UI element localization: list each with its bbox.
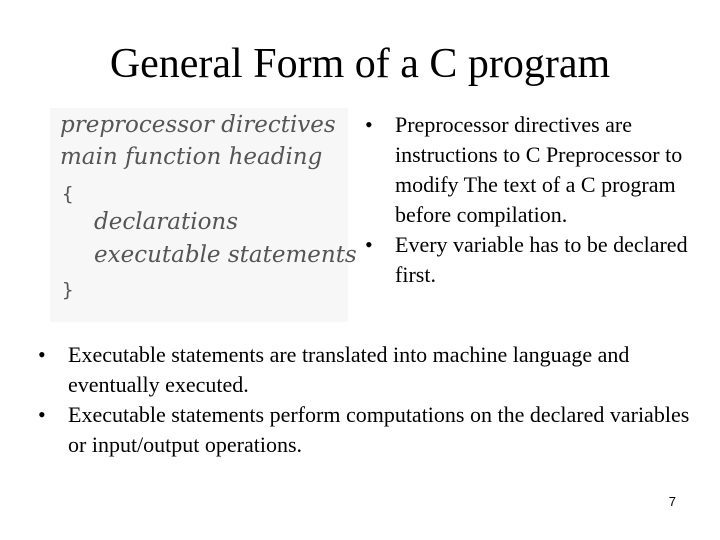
bullet-item (365, 110, 695, 230)
page-number: 7 (668, 494, 676, 509)
code-line-main-heading: main function heading (60, 144, 323, 170)
bullet-item (38, 400, 698, 460)
bullet-text: Preprocessor directives are instructions to C Preprocessor to modify The text of a C program before compilation. (395, 112, 683, 227)
bullet-text: Executable statements are translated into machine language and eventually executed. (68, 342, 630, 397)
slide-title: General Form of a C program (109, 41, 611, 87)
bullet-marker: • (365, 112, 373, 137)
code-close-brace: } (62, 279, 74, 301)
code-line-declarations: declarations (94, 209, 239, 235)
right-bullet-list (365, 110, 695, 290)
bullet-text: Every variable has to be declared first. (395, 232, 688, 287)
code-line-preprocessor: preprocessor directives (60, 112, 336, 138)
bullet-marker: • (38, 402, 46, 427)
code-open-brace: { (62, 183, 74, 205)
code-structure-figure (50, 108, 357, 322)
bullet-marker: • (38, 342, 46, 367)
bullet-marker: • (365, 232, 373, 257)
code-line-executable: executable statements (94, 242, 357, 268)
bullet-text: Executable statements perform computations on the declared variables or input/output operations. (68, 402, 690, 457)
bottom-bullet-list (38, 340, 698, 460)
bullet-item (38, 340, 698, 400)
bullet-item (365, 230, 695, 290)
